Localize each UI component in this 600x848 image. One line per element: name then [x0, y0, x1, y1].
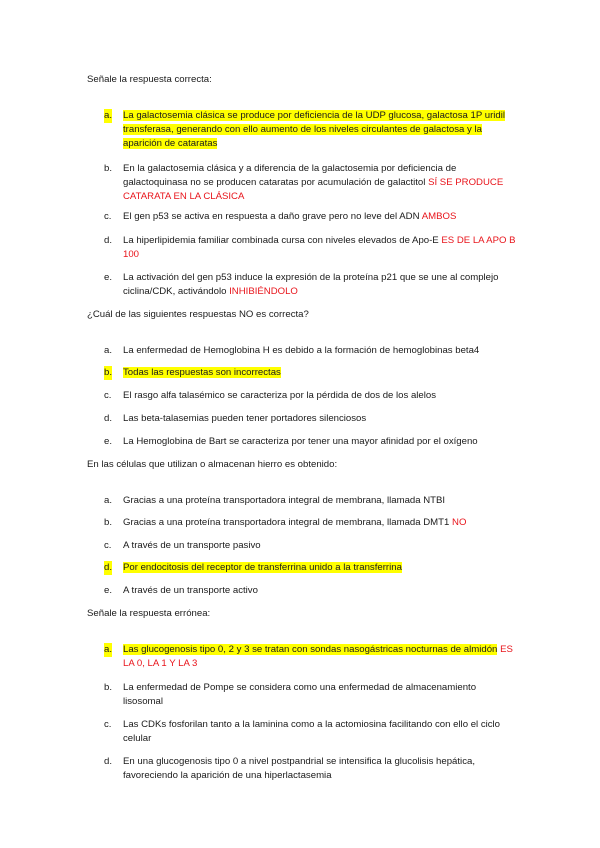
option-text: Gracias a una proteína transportadora integral de membrana, llamada NTBI: [123, 495, 446, 506]
answer-note: ES DE LA APO B 100: [123, 235, 516, 260]
option-text: Por endocitosis del receptor de transferrina unido a la transferrina: [123, 562, 402, 573]
option-text: La enfermedad de Pompe se considera como una enfermedad de almacenamiento lisosomal: [123, 682, 477, 707]
option-letter: a.: [104, 495, 113, 506]
option-text: A través de un transporte activo: [123, 585, 258, 596]
question-title: Señale la respuesta errónea:: [87, 608, 211, 619]
option-text: El rasgo alfa talasémico se caracteriza por la pérdida de dos de los alelos: [123, 390, 437, 401]
option-letter: d.: [104, 235, 113, 246]
option-letter: a.: [104, 345, 113, 356]
option-text: La enfermedad de Hemoglobina H es debido a la formación de hemoglobinas beta4: [123, 345, 480, 356]
option-text: En una glucogenosis tipo 0 a nivel postpandrial se intensifica la glucolisis hepática, favoreciendo la aparición de una hiperlactasemia: [123, 756, 475, 781]
option-letter: a.: [104, 644, 113, 655]
question-title: ¿Cuál de las siguientes respuestas NO es correcta?: [87, 309, 309, 320]
option-text: La activación del gen p53 induce la expresión de la proteína p21 que se une al complejo ciclina/CDK, activándolo: [123, 272, 499, 297]
option-letter: b.: [104, 163, 113, 174]
option-text: El gen p53 se activa en respuesta a daño grave pero no leve del ADN: [123, 211, 420, 222]
question-1: [87, 73, 517, 297]
option-text: La hiperlipidemia familiar combinada cursa con niveles elevados de Apo-E: [123, 235, 439, 246]
option-letter: b.: [104, 682, 113, 693]
option-text: Las beta-talasemias pueden tener portadores silenciosos: [123, 413, 367, 424]
option-letter: c.: [104, 719, 112, 730]
option-text: Gracias a una proteína transportadora integral de membrana, llamada DMT1: [123, 517, 450, 528]
answer-note: SÍ SE PRODUCE CATARATA EN LA CLÁSICA: [123, 177, 504, 202]
question-3: [87, 458, 517, 596]
option-letter: b.: [104, 517, 113, 528]
option-letter: e.: [104, 272, 113, 283]
answer-note: INHIBIÉNDOLO: [229, 286, 298, 297]
option-letter: d.: [104, 413, 113, 424]
answer-note: NO: [452, 517, 467, 528]
option-letter: c.: [104, 390, 112, 401]
question-4: [87, 607, 517, 781]
option-letter: d.: [104, 562, 113, 573]
option-text: A través de un transporte pasivo: [123, 540, 261, 551]
option-letter: d.: [104, 756, 113, 767]
option-letter: b.: [104, 367, 113, 378]
option-letter: a.: [104, 110, 113, 121]
question-title: Señale la respuesta correcta:: [87, 74, 212, 85]
option-letter: e.: [104, 585, 113, 596]
question-title: En las células que utilizan o almacenan hierro es obtenido:: [87, 459, 338, 470]
option-letter: c.: [104, 211, 112, 222]
option-text: Las glucogenosis tipo 0, 2 y 3 se tratan con sondas nasogástricas nocturnas de almidón: [123, 644, 498, 655]
answer-note: AMBOS: [421, 211, 457, 222]
option-text: La Hemoglobina de Bart se caracteriza por tener una mayor afinidad por el oxígeno: [123, 436, 478, 447]
question-2: [87, 308, 517, 447]
option-text: Todas las respuestas son incorrectas: [123, 367, 281, 378]
option-letter: c.: [104, 540, 112, 551]
answer-note: ES LA 0, LA 1 Y LA 3: [123, 644, 513, 669]
option-text: Las CDKs fosforilan tanto a la laminina como a la actomiosina facilitando con ello el ciclo celular: [123, 719, 501, 744]
option-text: En la galactosemia clásica y a diferencia de la galactosemia por deficiencia de galactoquinasa no se producen cataratas por acumulación de galactitol: [123, 163, 457, 188]
option-letter: e.: [104, 436, 113, 447]
option-text: La galactosemia clásica se produce por deficiencia de la UDP glucosa, galactosa 1P uridil transferasa, generando con ello aumento de los niveles circulantes de galactosa y la aparición de cataratas: [123, 110, 506, 149]
